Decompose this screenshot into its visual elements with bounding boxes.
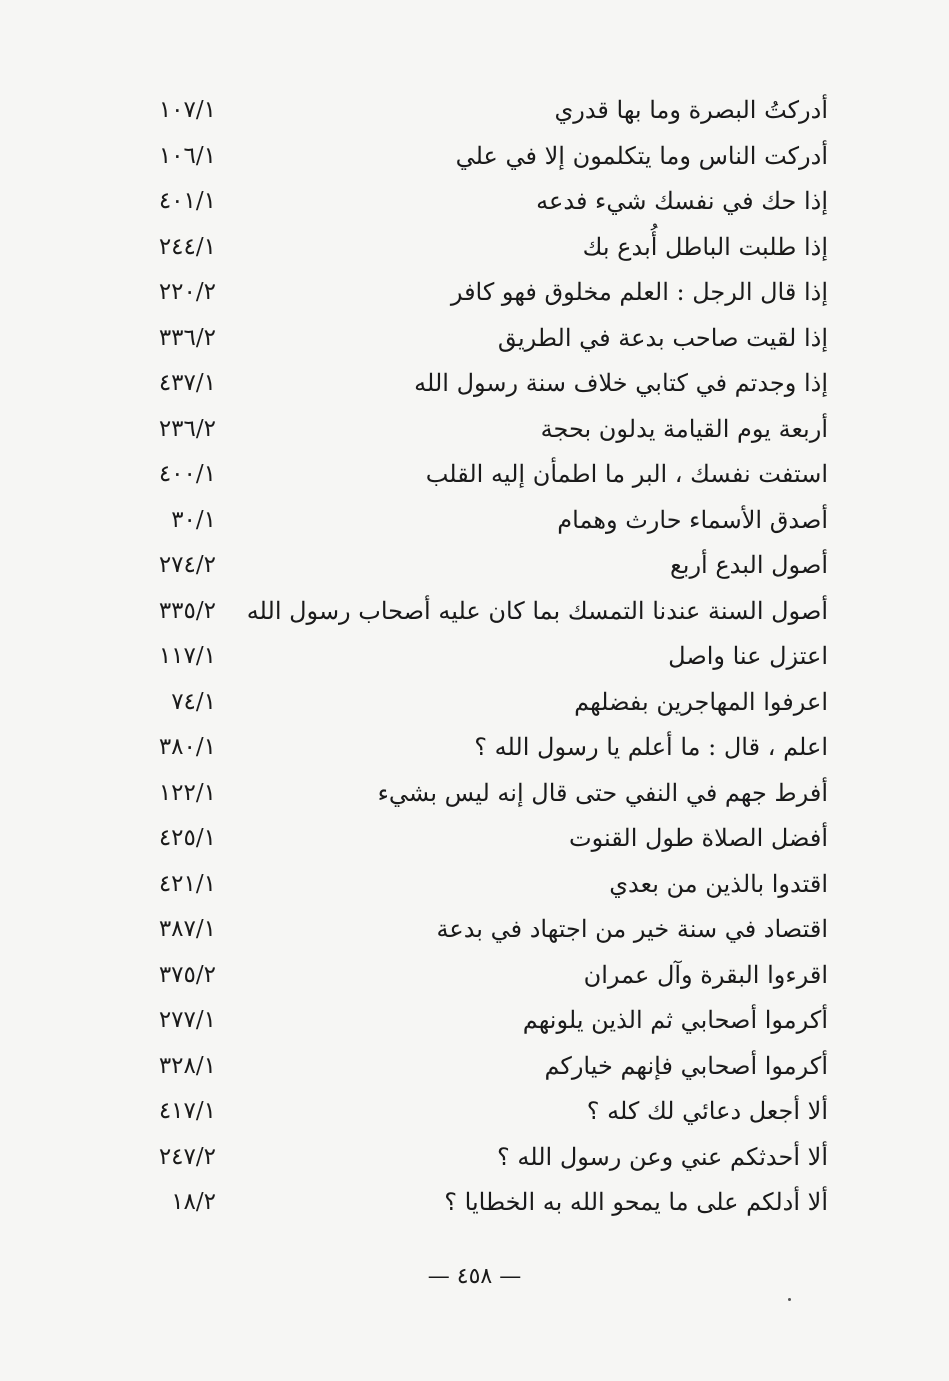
entry-reference: ٣٨٧/١ bbox=[158, 916, 216, 942]
entry-text: اقتصاد في سنة خير من اجتهاد في بدعة bbox=[436, 915, 828, 943]
entry-text: إذا طلبت الباطل أُبدع بك bbox=[582, 232, 828, 261]
index-entry bbox=[120, 771, 832, 817]
entry-text: أصول البدع أربع bbox=[670, 551, 828, 579]
entry-reference: ٤٢٥/١ bbox=[158, 825, 216, 851]
index-entry bbox=[120, 725, 832, 771]
index-entry bbox=[120, 634, 832, 680]
entry-reference: ٣٣٦/٢ bbox=[158, 324, 216, 351]
index-entry bbox=[120, 1044, 832, 1090]
entry-text: إذا قال الرجل : العلم مخلوق فهو كافر bbox=[450, 278, 828, 306]
index-list bbox=[120, 88, 832, 1226]
entry-text: أفرط جهم في النفي حتى قال إنه ليس بشيء bbox=[377, 778, 828, 807]
index-entry bbox=[120, 452, 832, 498]
index-entry bbox=[120, 862, 832, 908]
entry-reference: ٣٢٨/١ bbox=[158, 1052, 216, 1079]
entry-reference: ٣٧٥/٢ bbox=[158, 961, 216, 988]
index-entry bbox=[120, 816, 832, 862]
entry-reference: ٧٤/١ bbox=[171, 688, 216, 715]
index-entry bbox=[120, 179, 832, 225]
entry-reference: ٢٤٤/١ bbox=[158, 233, 216, 260]
entry-text: استفت نفسك ، البر ما اطمأن إليه القلب bbox=[425, 460, 828, 488]
entry-text: اقتدوا بالذين من بعدي bbox=[609, 869, 828, 898]
entry-reference: ٢٤٧/٢ bbox=[158, 1143, 216, 1170]
entry-text: أصول السنة عندنا التمسك بما كان عليه أصحاب رسول الله bbox=[246, 596, 828, 625]
index-entry bbox=[120, 680, 832, 726]
entry-text: أصدق الأسماء حارث وهمام bbox=[557, 505, 828, 534]
entry-text: ألا أدلكم على ما يمحو الله به الخطايا ؟ bbox=[444, 1188, 828, 1216]
index-entry bbox=[120, 225, 832, 271]
entry-reference: ٣٣٥/٢ bbox=[158, 597, 216, 624]
entry-reference: ١٢٢/١ bbox=[158, 779, 216, 806]
scan-speck bbox=[788, 1298, 791, 1301]
entry-reference: ١٨/٢ bbox=[171, 1189, 216, 1215]
index-entry bbox=[120, 270, 832, 316]
index-entry bbox=[120, 1089, 832, 1135]
index-entry bbox=[120, 134, 832, 180]
entry-reference: ٤٣٧/١ bbox=[158, 370, 216, 396]
index-entry bbox=[120, 1180, 832, 1226]
index-entry bbox=[120, 498, 832, 544]
entry-text: ألا أجعل دعائي لك كله ؟ bbox=[586, 1097, 828, 1125]
index-entry bbox=[120, 998, 832, 1044]
index-entry bbox=[120, 407, 832, 453]
index-entry bbox=[120, 907, 832, 953]
index-entry bbox=[120, 1135, 832, 1181]
entry-reference: ٢٢٠/٢ bbox=[158, 279, 216, 305]
entry-reference: ٢٧٧/١ bbox=[158, 1007, 216, 1033]
entry-text: أفضل الصلاة طول القنوت bbox=[569, 824, 828, 852]
entry-reference: ١١٧/١ bbox=[158, 643, 216, 669]
entry-reference: ٢٣٦/٢ bbox=[158, 415, 216, 442]
entry-text: إذا لقيت صاحب بدعة في الطريق bbox=[497, 323, 828, 352]
index-entry bbox=[120, 361, 832, 407]
entry-text: ألا أحدثكم عني وعن رسول الله ؟ bbox=[497, 1142, 828, 1171]
entry-text: أكرموا أصحابي فإنهم خياركم bbox=[544, 1051, 828, 1080]
entry-reference: ٤١٧/١ bbox=[158, 1098, 216, 1124]
entry-text: اعلم ، قال : ما أعلم يا رسول الله ؟ bbox=[474, 733, 828, 761]
entry-reference: ٢٧٤/٢ bbox=[158, 552, 216, 578]
page-number: — ٤٥٨ — bbox=[427, 1264, 522, 1289]
entry-text: أكرموا أصحابي ثم الذين يلونهم bbox=[522, 1006, 828, 1034]
entry-reference: ٤٢١/١ bbox=[158, 870, 216, 897]
entry-text: إذا حك في نفسك شيء فدعه bbox=[536, 187, 828, 215]
entry-text: اعرفوا المهاجرين بفضلهم bbox=[574, 687, 828, 716]
entry-text: إذا وجدتم في كتابي خلاف سنة رسول الله bbox=[414, 369, 828, 397]
entry-reference: ٤٠٠/١ bbox=[158, 461, 216, 487]
entry-reference: ١٠٧/١ bbox=[158, 97, 216, 123]
entry-text: أدركتُ البصرة وما بها قدري bbox=[554, 96, 828, 124]
index-entry bbox=[120, 953, 832, 999]
entry-text: اقرءوا البقرة وآل عمران bbox=[583, 960, 828, 989]
entry-text: أدركت الناس وما يتكلمون إلا في علي bbox=[455, 141, 828, 170]
index-entry bbox=[120, 589, 832, 635]
entry-text: أربعة يوم القيامة يدلون بحجة bbox=[540, 414, 828, 443]
entry-text: اعتزل عنا واصل bbox=[668, 642, 828, 670]
index-entry bbox=[120, 88, 832, 134]
entry-reference: ٤٠١/١ bbox=[158, 188, 216, 214]
index-entry bbox=[120, 316, 832, 362]
entry-reference: ٣٠/١ bbox=[171, 506, 216, 533]
index-entry bbox=[120, 543, 832, 589]
entry-reference: ١٠٦/١ bbox=[158, 142, 216, 169]
entry-reference: ٣٨٠/١ bbox=[158, 734, 216, 760]
